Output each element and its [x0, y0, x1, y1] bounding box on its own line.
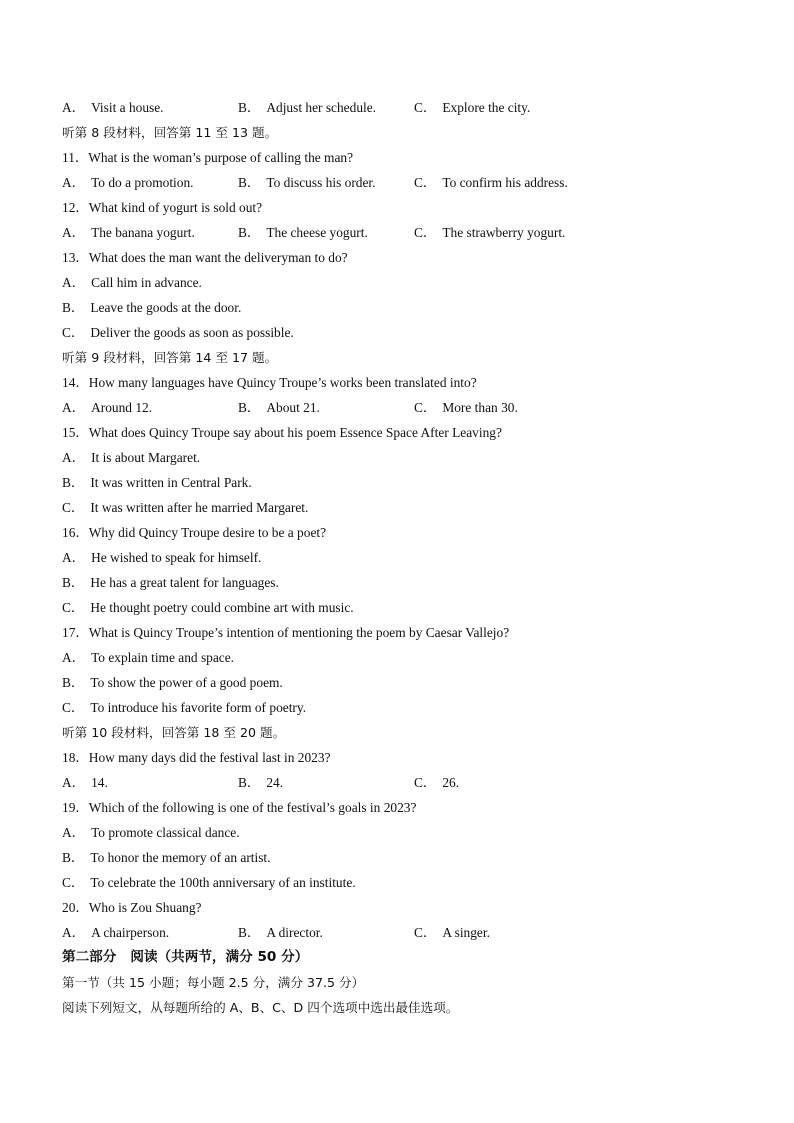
option-row [62, 770, 742, 795]
option-text: It was written after he married Margaret. [90, 500, 309, 515]
option [238, 920, 323, 945]
option-text: About 21. [266, 400, 320, 415]
option [62, 470, 742, 495]
question: 17．What is Quincy Troupe’s intention of mentioning the poem by Caesar Vallejo? [62, 625, 510, 640]
option [62, 395, 152, 420]
option-letter: A． [62, 225, 86, 240]
option-letter: B． [238, 100, 261, 115]
question: 19．Which of the following is one of the festival’s goals in 2023? [62, 800, 417, 815]
option-letter: C． [62, 700, 85, 715]
option-text: He wished to speak for himself. [91, 550, 262, 565]
option-text: The banana yogurt. [91, 225, 195, 240]
option-text: Adjust her schedule. [266, 100, 377, 115]
option-letter: A． [62, 925, 86, 940]
question: 14．How many languages have Quincy Troupe’s works been translated into? [62, 375, 477, 390]
option-text: More than 30. [442, 400, 518, 415]
option-text: Visit a house. [91, 100, 164, 115]
option-text: To promote classical dance. [91, 825, 240, 840]
option [62, 270, 742, 295]
option-text: To confirm his address. [442, 175, 568, 190]
option-row [62, 920, 742, 945]
option-letter: B． [62, 575, 85, 590]
option-text: To show the power of a good poem. [90, 675, 283, 690]
option-letter: A． [62, 450, 86, 465]
option-letter: B． [238, 400, 261, 415]
option-letter: B． [62, 300, 85, 315]
option [62, 920, 169, 945]
option [238, 395, 320, 420]
section-title: 阅读（共两节，满分 50 分） [130, 949, 309, 965]
option-text: To discuss his order. [266, 175, 376, 190]
option-letter: A． [62, 775, 86, 790]
option-letter: A． [62, 175, 86, 190]
option-letter: A． [62, 650, 86, 665]
option-text: To celebrate the 100th anniversary of an institute. [90, 875, 356, 890]
option [62, 570, 742, 595]
option-letter: A． [62, 825, 86, 840]
option [62, 645, 742, 670]
option [414, 770, 459, 795]
option-letter: C． [414, 100, 437, 115]
option-letter: C． [414, 775, 437, 790]
option [238, 220, 368, 245]
option-letter: C． [414, 225, 437, 240]
question: 11．What is the woman’s purpose of calling the man? [62, 150, 354, 165]
option-letter: C． [414, 925, 437, 940]
option [62, 820, 742, 845]
option-letter: C． [414, 175, 437, 190]
option [62, 770, 108, 795]
subsection-heading: 第一节（共 15 小题；每小题 2.5 分，满分 37.5 分） [62, 975, 365, 990]
option-text: To do a promotion. [91, 175, 194, 190]
option [62, 220, 195, 245]
option [238, 170, 376, 195]
option-letter: C． [62, 500, 85, 515]
option-text: Around 12. [91, 400, 153, 415]
option-text: 14. [91, 775, 108, 790]
option-letter: A． [62, 400, 86, 415]
option-letter: C． [414, 400, 437, 415]
option [238, 95, 376, 120]
option [62, 295, 742, 320]
option-letter: C． [62, 600, 85, 615]
option [414, 920, 490, 945]
question: 20．Who is Zou Shuang? [62, 900, 202, 915]
option-letter: B． [62, 475, 85, 490]
option-letter: B． [62, 850, 85, 865]
option-row [62, 395, 742, 420]
instruction-text: 阅读下列短文，从每题所给的 A、B、C、D 四个选项中选出最佳选项。 [62, 1000, 459, 1015]
option [62, 495, 742, 520]
option-text: It was written in Central Park. [90, 475, 252, 490]
option-letter: A． [62, 550, 86, 565]
listening-instruction: 听第 8 段材料，回答第 11 至 13 题。 [62, 125, 278, 140]
option-letter: B． [238, 225, 261, 240]
option-text: Leave the goods at the door. [90, 300, 242, 315]
question: 16．Why did Quincy Troupe desire to be a poet? [62, 525, 327, 540]
option [62, 595, 742, 620]
option [62, 870, 742, 895]
option [62, 95, 164, 120]
section-heading [62, 945, 742, 970]
option-text: The cheese yogurt. [266, 225, 368, 240]
option-row [62, 220, 742, 245]
option [62, 445, 742, 470]
question: 15．What does Quincy Troupe say about his poem Essence Space After Leaving? [62, 425, 502, 440]
option [62, 545, 742, 570]
option-letter: C． [62, 875, 85, 890]
option-text: A chairperson. [91, 925, 170, 940]
option-text: A director. [266, 925, 323, 940]
option [62, 695, 742, 720]
listening-instruction: 听第 9 段材料，回答第 14 至 17 题。 [62, 350, 278, 365]
option-text: 26. [442, 775, 460, 790]
option-text: To explain time and space. [91, 650, 235, 665]
option-text: He has a great talent for languages. [90, 575, 279, 590]
question: 12．What kind of yogurt is sold out? [62, 200, 263, 215]
option [62, 170, 194, 195]
question: 18．How many days did the festival last in 2023? [62, 750, 331, 765]
option-row [62, 95, 742, 120]
option-row [62, 170, 742, 195]
option [238, 770, 283, 795]
option [414, 170, 568, 195]
option-letter: B． [238, 925, 261, 940]
option-letter: A． [62, 100, 86, 115]
option [414, 95, 530, 120]
exam-page [62, 95, 742, 1020]
option-text: 24. [266, 775, 284, 790]
option-text: It is about Margaret. [91, 450, 201, 465]
option [414, 395, 518, 420]
section-part: 第二部分 [62, 949, 117, 965]
option [62, 320, 742, 345]
option [62, 845, 742, 870]
question: 13．What does the man want the deliveryman to do? [62, 250, 348, 265]
option-text: To honor the memory of an artist. [90, 850, 271, 865]
option-letter: C． [62, 325, 85, 340]
option-text: The strawberry yogurt. [442, 225, 566, 240]
question-list [62, 95, 742, 945]
option-letter: B． [62, 675, 85, 690]
option-text: Explore the city. [442, 100, 531, 115]
option-letter: B． [238, 175, 261, 190]
option [414, 220, 565, 245]
option-letter: A． [62, 275, 86, 290]
option [62, 670, 742, 695]
option-letter: B． [238, 775, 261, 790]
option-text: Deliver the goods as soon as possible. [90, 325, 294, 340]
option-text: Call him in advance. [91, 275, 202, 290]
option-text: He thought poetry could combine art with music. [90, 600, 354, 615]
listening-instruction: 听第 10 段材料，回答第 18 至 20 题。 [62, 725, 286, 740]
option-text: A singer. [442, 925, 490, 940]
option-text: To introduce his favorite form of poetry. [90, 700, 307, 715]
